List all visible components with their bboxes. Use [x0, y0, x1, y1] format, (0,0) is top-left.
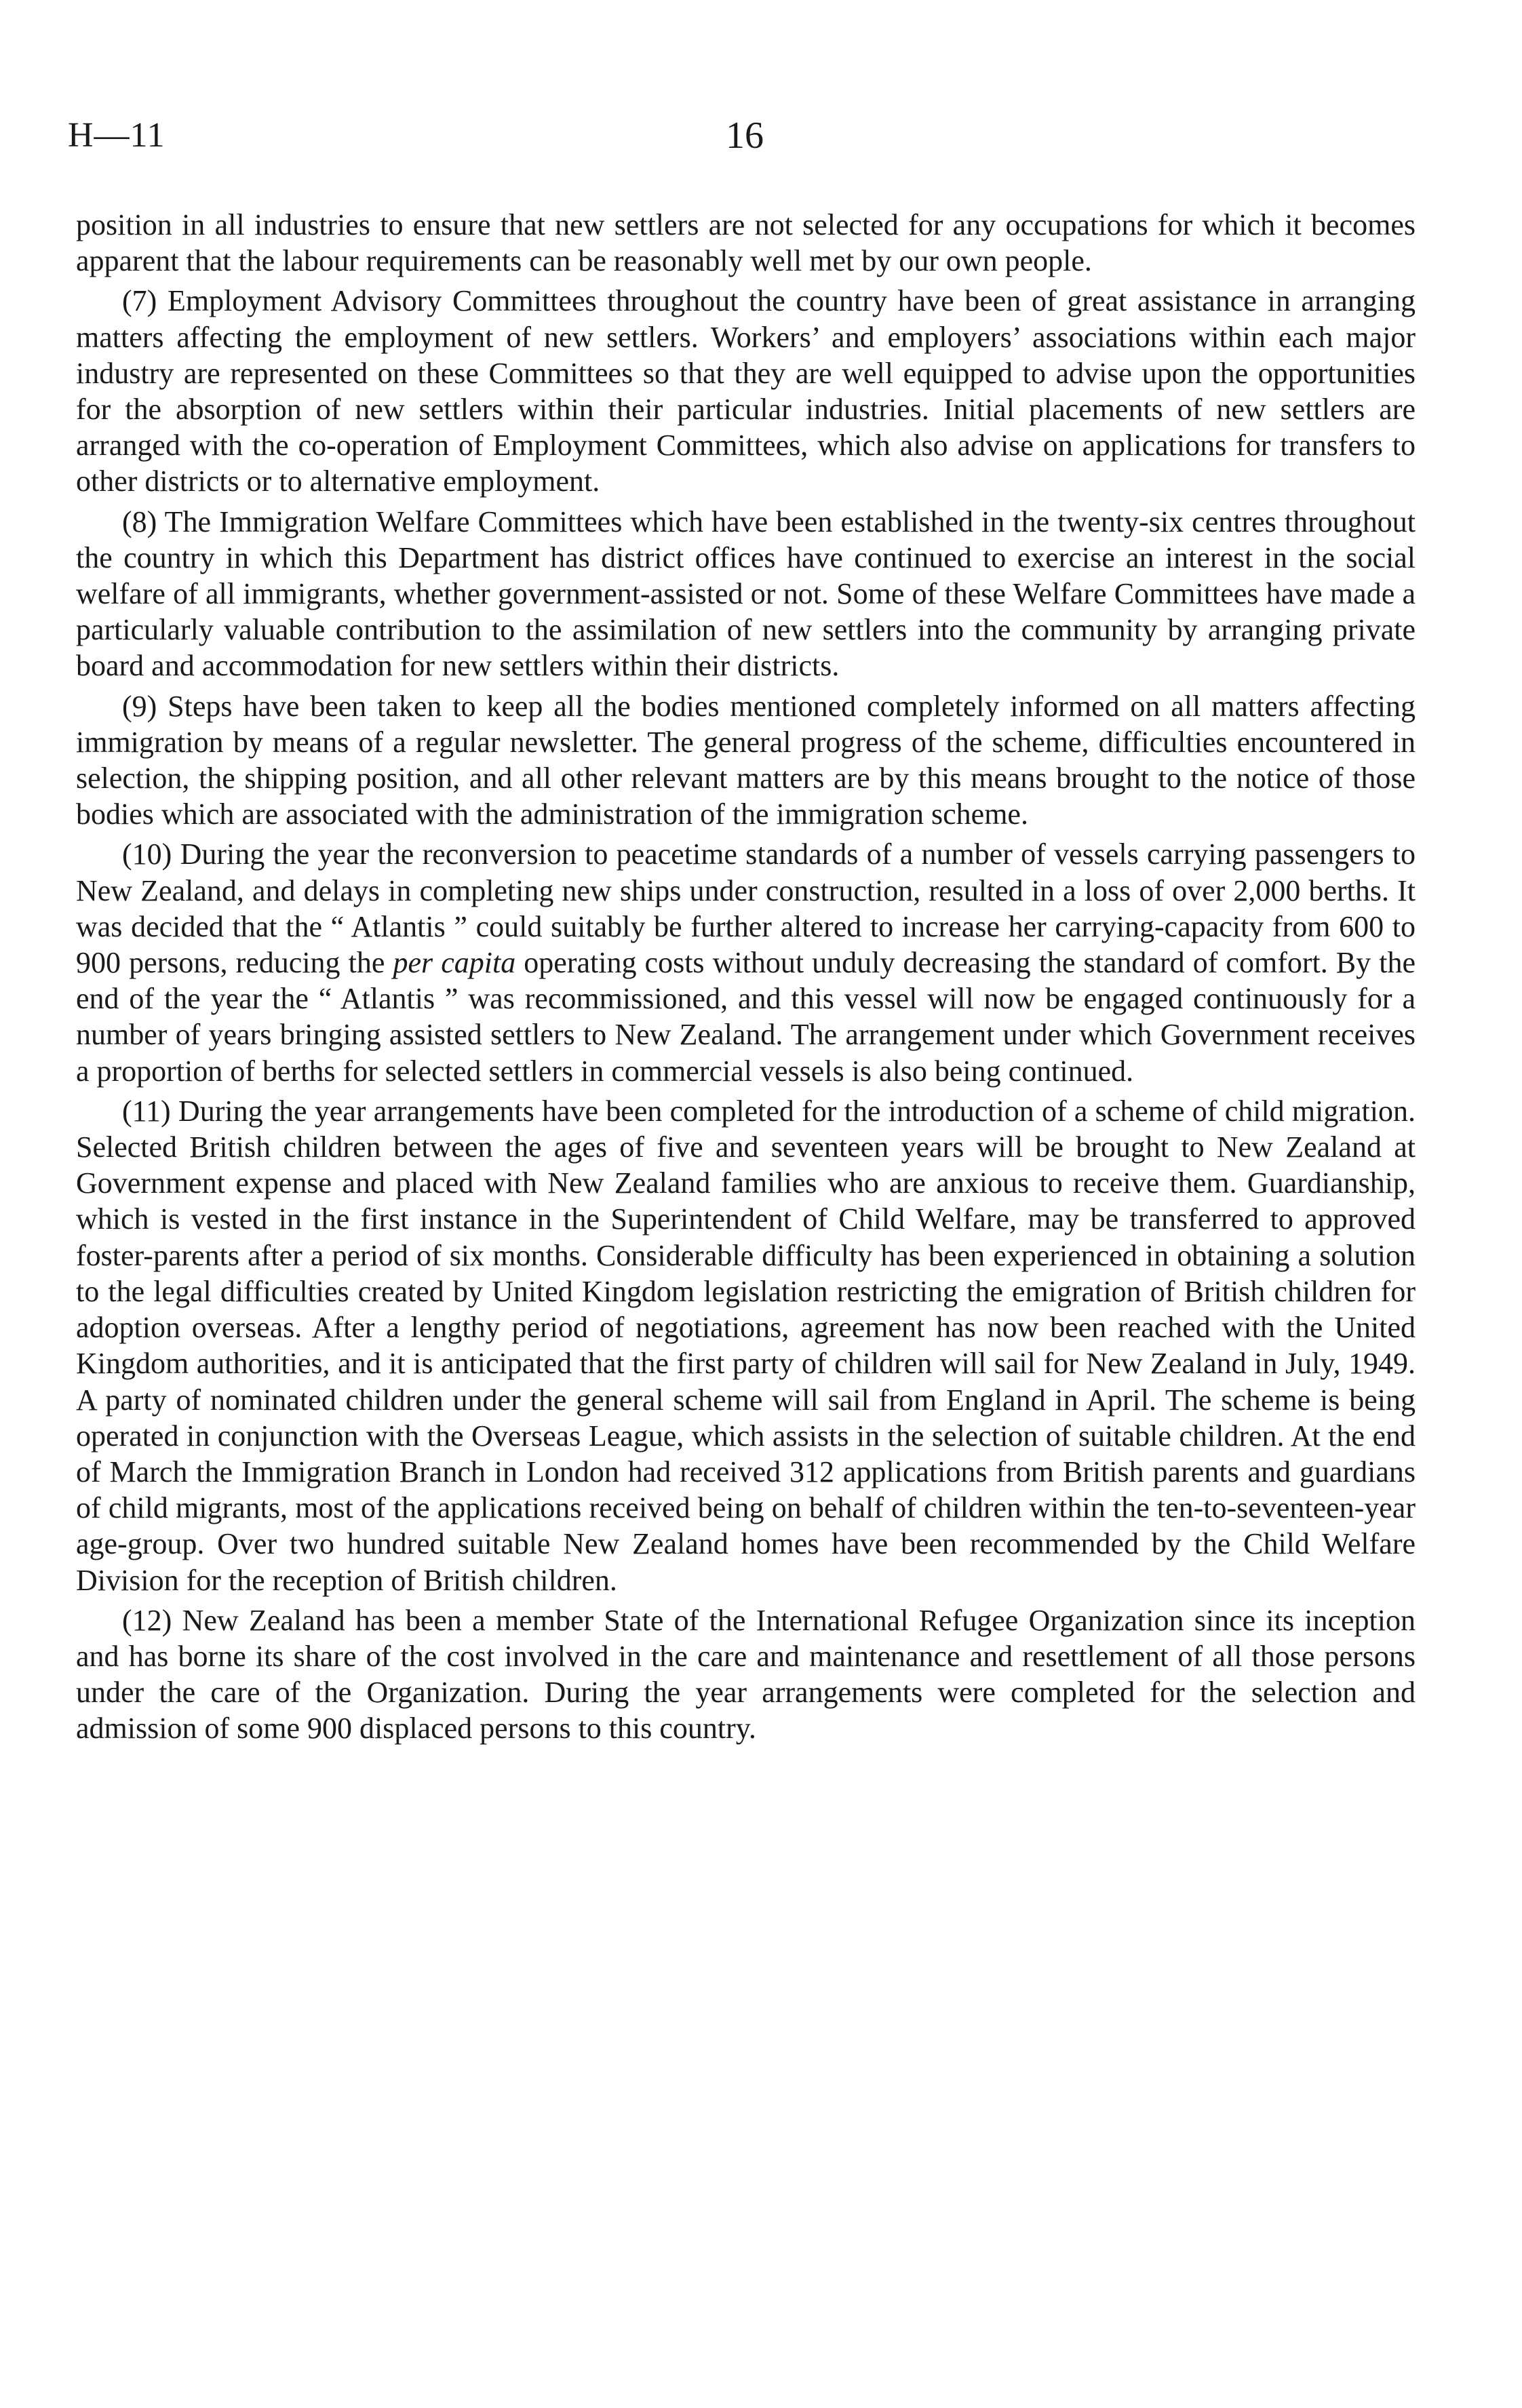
paragraph-continuation: position in all industries to ensure that new settlers are not selected for any occupations for which it becomes apparent that the labour requirements can be reasonably well met by our own people.	[76, 208, 1416, 278]
paragraph-10-emphasis: per capita	[393, 946, 516, 980]
paragraph-10-shipping	[76, 836, 1416, 1088]
paragraph-10-text-before: (10) During the year the reconversion to peacetime standards of a number of vessels carrying passengers to New Zealand, and delays in completing new ships under construction, resulted in a loss of over 2,000 berths. It was decided that the “ Atlantis ” could suitably be further altered to increase her carrying-capacity from 600 to 900 persons, reducing the	[76, 837, 1416, 980]
document-reference: H—11	[68, 116, 165, 155]
body-text	[76, 207, 1416, 1751]
paragraph-8-immigration-welfare-committees: (8) The Immigration Welfare Committees which have been established in the twenty-six centres throughout the country in which this Department has district offices have continued to exercise an interest in the social welfare of all immigrants, whether government-assisted or not. Some of these Welfare Committees have made a particularly valuable contribution to the assimilation of new settlers into the community by arranging private board and accommodation for new settlers within their districts.	[76, 505, 1416, 683]
paragraph-12-refugee-organization: (12) New Zealand has been a member State of the International Refugee Organization since its inception and has borne its share of the cost involved in the care and maintenance and resettlement of all those persons under the care of the Organization. During the year arrangements were completed for the selection and admission of some 900 displaced persons to this country.	[76, 1603, 1416, 1745]
paragraph-7-employment-advisory-committees: (7) Employment Advisory Committees throughout the country have been of great assistance in arranging matters affecting the employment of new settlers. Workers’ and employers’ associations within each major industry are represented on these Committees so that they are well equipped to advise upon the opportunities for the absorption of new settlers within their particular industries. Initial placements of new settlers are arranged with the co-operation of Employment Committees, which also advise on applications for transfers to other districts or to alternative employment.	[76, 284, 1416, 498]
paragraph-11-child-migration: (11) During the year arrangements have been completed for the introduction of a scheme of child migration. Selected British children between the ages of five and seventeen years will be brought to New Zealand at Government expense and placed with New Zealand families who are anxious to receive them. Guardianship, which is vested in the first instance in the Superintendent of Child Welfare, may be transferred to approved foster-parents after a period of six months. Considerable difficulty has been experienced in obtaining a solution to the legal difficulties created by United Kingdom legislation restricting the emigration of British children for adoption overseas. After a lengthy period of negotiations, agreement has now been reached with the United Kingdom authorities, and it is anticipated that the first party of children will sail for New Zealand in July, 1949. A party of nominated children under the general scheme will sail from England in April. The scheme is being operated in conjunction with the Overseas League, which assists in the selection of suitable children. At the end of March the Immigration Branch in London had received 312 applications from British parents and guardians of child migrants, most of the applications received being on behalf of children within the ten-to-seventeen-year age-group. Over two hundred suitable New Zealand homes have been recommended by the Child Welfare Division for the reception of British children.	[76, 1094, 1416, 1597]
page-number: 16	[726, 115, 764, 157]
page-header	[68, 115, 1424, 170]
paragraph-10-text-after: operating costs without unduly decreasing the standard of comfort. By the end of the year the “ Atlantis ” was recommissioned, and this vessel will now be engaged continuously for a number of years bringing assisted settlers to New Zealand. The arrangement under which Government receives a proportion of berths for selected settlers in commercial vessels is also being continued.	[76, 946, 1416, 1088]
paragraph-9-newsletter: (9) Steps have been taken to keep all the bodies mentioned completely informed on all matters affecting immigration by means of a regular newsletter. The general progress of the scheme, difficulties encountered in selection, the shipping position, and all other relevant matters are by this means brought to the notice of those bodies which are associated with the administration of the immigration scheme.	[76, 689, 1416, 831]
